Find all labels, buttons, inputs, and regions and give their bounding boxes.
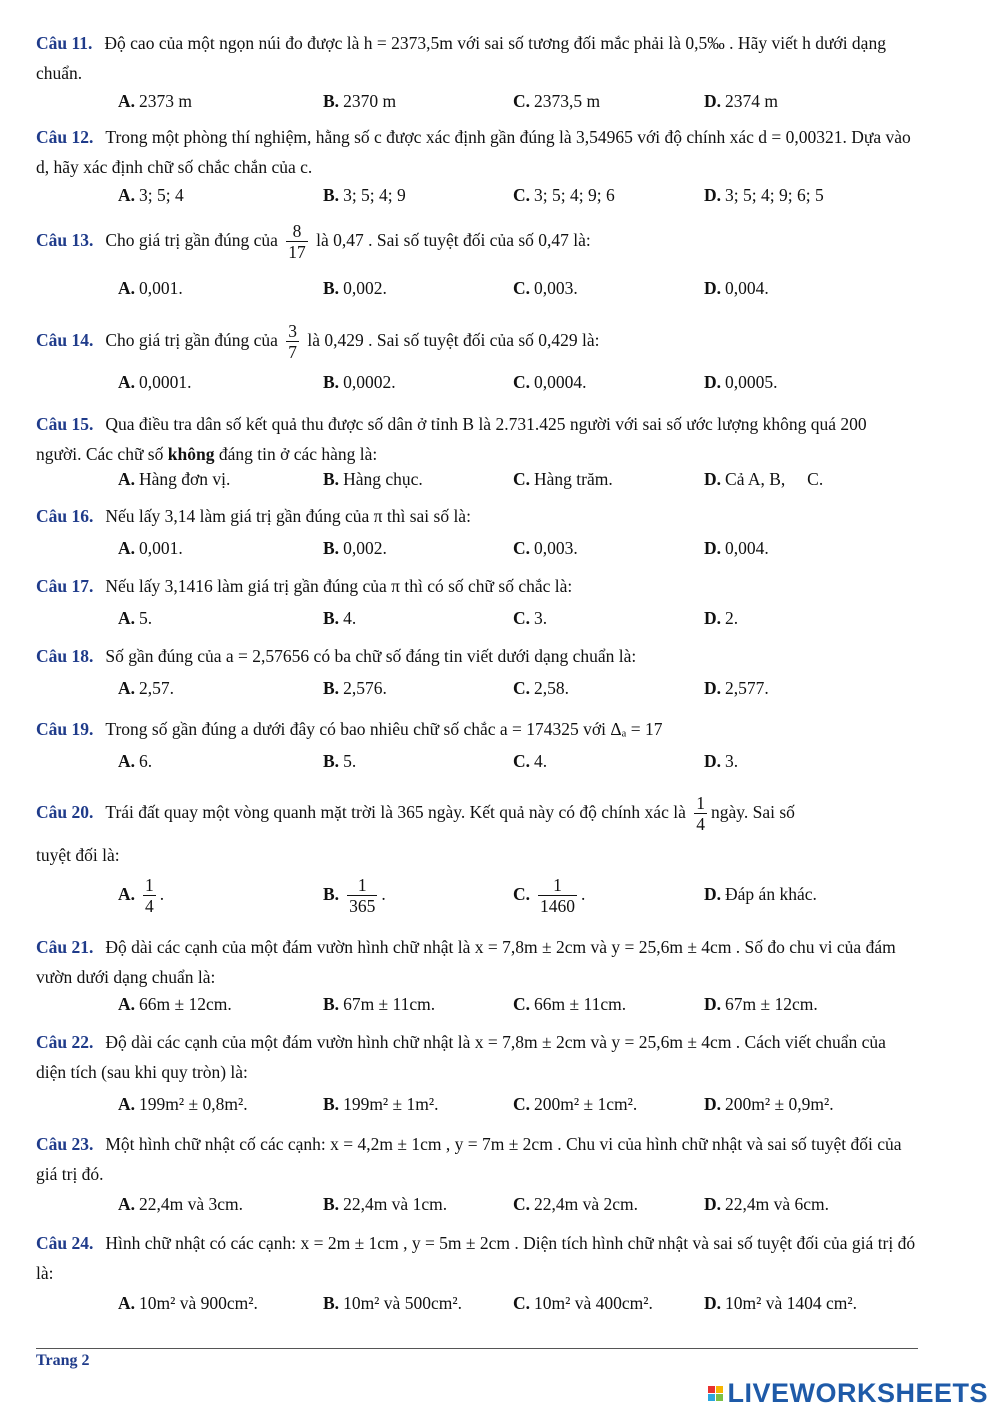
option-a[interactable]: A. 2373 m — [118, 91, 193, 111]
question-text-cont: tuyệt đối là: — [36, 845, 120, 865]
option-a[interactable]: A. Hàng đơn vị. — [118, 469, 231, 489]
question-22 — [36, 1027, 916, 1087]
option-b[interactable]: B. 4. — [323, 608, 357, 628]
option-c[interactable]: C. 10m² và 400cm². — [513, 1293, 653, 1313]
question-text: Một hình chữ nhật cố các cạnh: x = 4,2m ± 1cm , y = 7m ± 2cm . Chu vi của hình chữ nhật và sai số tuyệt đối của giá trị đó. — [36, 1134, 902, 1184]
page-number: Trang 2 — [36, 1352, 90, 1369]
fraction: $\frac{8}{17}$ — [288, 221, 306, 263]
question-text: Nếu lấy 3,1416 làm giá trị gần đúng của π thì có số chữ số chắc là: — [105, 576, 573, 596]
question-24 — [36, 1228, 916, 1288]
option-b[interactable]: B. 3; 5; 4; 9 — [323, 185, 406, 205]
options-16 — [118, 533, 918, 563]
option-b[interactable]: B. 199m² ± 1m². — [323, 1094, 439, 1114]
question-number: Câu 13. — [36, 230, 94, 250]
option-b[interactable]: B. 2370 m — [323, 91, 397, 111]
option-a[interactable]: A. 3; 5; 4 — [118, 185, 184, 205]
option-d[interactable]: D. 200m² ± 0,9m². — [704, 1094, 834, 1114]
options-14 — [118, 367, 918, 397]
option-b[interactable]: B. 22,4m và 1cm. — [323, 1194, 448, 1214]
logo-grid-icon — [708, 1386, 723, 1401]
question-20-line2 — [36, 840, 916, 870]
option-b[interactable]: B. Hàng chục. — [323, 469, 423, 489]
fraction: $\frac{3}{7}$ — [288, 321, 298, 363]
question-text-cont: là 0,429 . Sai số tuyệt đối của số 0,429 là: — [307, 330, 600, 350]
question-text: Cho giá trị gần đúng của — [105, 330, 278, 350]
question-21 — [36, 932, 916, 992]
option-d[interactable]: D. Cả A, B, C. — [704, 469, 824, 489]
question-text: Hình chữ nhật có các cạnh: x = 2m ± 1cm , y = 5m ± 2cm . Diện tích hình chữ nhật và sai số tuyệt đối của giá trị đó là: — [36, 1233, 916, 1283]
question-text-cont: ngày. Sai số — [710, 802, 795, 822]
option-d[interactable]: D. 2. — [704, 608, 739, 628]
question-11 — [36, 28, 916, 88]
footer-divider — [36, 1348, 918, 1349]
option-a[interactable]: A. 0,001. — [118, 538, 183, 558]
option-d[interactable]: D. 2374 m — [704, 91, 779, 111]
option-c[interactable]: C. 3; 5; 4; 9; 6 — [513, 185, 615, 205]
option-c[interactable]: C. 0,003. — [513, 278, 578, 298]
question-text: Cho giá trị gần đúng của — [105, 230, 278, 250]
question-text: Độ cao của một ngọn núi đo được là h = 2373,5m với sai số tương đối mắc phải là 0,5‰ . Hãy viết h dưới dạng chuẩn. — [36, 33, 886, 83]
option-b[interactable]: B. 5. — [323, 751, 357, 771]
options-19 — [118, 746, 918, 776]
option-c[interactable]: C. $\frac{1}{1460}$ . — [513, 875, 586, 917]
option-c[interactable]: C. 4. — [513, 751, 548, 771]
question-text: Độ dài các cạnh của một đám vườn hình chữ nhật là x = 7,8m ± 2cm và y = 25,6m ± 4cm . Số đo chu vi của đám vườn dưới dạng chuẩn là: — [36, 937, 896, 987]
option-a[interactable]: A. $\frac{1}{4}$ . — [118, 875, 165, 917]
options-13 — [118, 273, 918, 303]
question-17 — [36, 571, 916, 601]
question-number: Câu 14. — [36, 330, 94, 350]
question-13 — [36, 220, 916, 262]
question-14 — [36, 320, 916, 362]
option-c[interactable]: C. 22,4m và 2cm. — [513, 1194, 639, 1214]
fraction: $\frac{1}{4}$ — [696, 793, 705, 835]
question-number: Câu 23. — [36, 1134, 94, 1154]
options-21 — [118, 989, 918, 1019]
option-a[interactable]: A. 0,0001. — [118, 372, 192, 392]
question-12 — [36, 122, 916, 182]
options-20 — [118, 872, 918, 916]
question-number: Câu 11. — [36, 33, 93, 53]
question-text-cont: là 0,47 . Sai số tuyệt đối của số 0,47 là: — [316, 230, 591, 250]
option-a[interactable]: A. 199m² ± 0,8m². — [118, 1094, 248, 1114]
logo-text: LIVEWORKSHEETS — [727, 1378, 988, 1408]
option-b[interactable]: B. 2,576. — [323, 678, 387, 698]
question-text: Số gần đúng của a = 2,57656 có ba chữ số đáng tin viết dưới dạng chuẩn là: — [105, 646, 637, 666]
option-d[interactable]: D. 67m ± 12cm. — [704, 994, 818, 1014]
option-b[interactable]: B. $\frac{1}{365}$ . — [323, 875, 386, 917]
question-text: Trái đất quay một vòng quanh mặt trời là 365 ngày. Kết quả này có độ chính xác là — [105, 802, 686, 822]
question-number: Câu 20. — [36, 802, 94, 822]
option-d[interactable]: D. 0,0005. — [704, 372, 778, 392]
options-12 — [118, 180, 918, 210]
question-number: Câu 12. — [36, 127, 94, 147]
option-c[interactable]: C. 2373,5 m — [513, 91, 601, 111]
question-16 — [36, 501, 916, 531]
option-d[interactable]: D. 3. — [704, 751, 739, 771]
options-24 — [118, 1288, 918, 1318]
option-a[interactable]: A. 66m ± 12cm. — [118, 994, 232, 1014]
option-a[interactable]: A. 6. — [118, 751, 153, 771]
question-text: Trong số gần đúng a dưới đây có bao nhiêu chữ số chắc a = 174325 với Δₐ = 17 — [105, 719, 663, 739]
option-a[interactable]: A. 0,001. — [118, 278, 183, 298]
option-c[interactable]: C. 200m² ± 1cm². — [513, 1094, 638, 1114]
question-number: Câu 17. — [36, 576, 94, 596]
question-number: Câu 21. — [36, 937, 94, 957]
question-number: Câu 16. — [36, 506, 94, 526]
option-c[interactable]: C. 66m ± 11cm. — [513, 994, 627, 1014]
question-number: Câu 15. — [36, 414, 94, 434]
option-b[interactable]: B. 0,002. — [323, 538, 387, 558]
option-b[interactable]: B. 67m ± 11cm. — [323, 994, 436, 1014]
option-b[interactable]: B. 0,0002. — [323, 372, 396, 392]
options-18 — [118, 673, 918, 703]
question-15 — [36, 409, 916, 469]
question-20 — [36, 790, 916, 834]
option-a[interactable]: A. 22,4m và 3cm. — [118, 1194, 244, 1214]
options-17 — [118, 603, 918, 633]
options-22 — [118, 1089, 918, 1119]
question-19 — [36, 714, 916, 744]
question-text: Độ dài các cạnh của một đám vườn hình chữ nhật là x = 7,8m ± 2cm và y = 25,6m ± 4cm . Cách viết chuẩn của diện tích (sau khi quy tròn) là: — [36, 1032, 886, 1082]
bold-word: không — [167, 444, 215, 464]
question-18 — [36, 641, 916, 671]
option-b[interactable]: B. 0,002. — [323, 278, 387, 298]
option-c[interactable]: C. 3. — [513, 608, 548, 628]
option-d[interactable]: D. Đáp án khác. — [704, 884, 817, 904]
option-d[interactable]: D. 0,004. — [704, 278, 769, 298]
options-23 — [118, 1189, 918, 1219]
option-c[interactable]: C. 2,58. — [513, 678, 570, 698]
question-number: Câu 19. — [36, 719, 94, 739]
options-11 — [118, 86, 918, 116]
option-d[interactable]: D. 3; 5; 4; 9; 6; 5 — [704, 185, 824, 205]
options-15 — [118, 464, 918, 494]
question-text: Qua điều tra dân số kết quả thu được số dân ở tỉnh B là 2.731.425 người với sai số ước lượng không quá 200 người. Các chữ số — [36, 414, 867, 464]
question-23 — [36, 1129, 916, 1189]
option-c[interactable]: C. Hàng trăm. — [513, 469, 613, 489]
question-number: Câu 24. — [36, 1233, 94, 1253]
option-a[interactable]: A. 10m² và 900cm². — [118, 1293, 258, 1313]
question-number: Câu 18. — [36, 646, 94, 666]
question-number: Câu 22. — [36, 1032, 94, 1052]
option-a[interactable]: A. 2,57. — [118, 678, 175, 698]
question-text: Nếu lấy 3,14 làm giá trị gần đúng của π thì sai số là: — [105, 506, 471, 526]
option-d[interactable]: D. 22,4m và 6cm. — [704, 1194, 830, 1214]
option-d[interactable]: D. 10m² và 1404 cm². — [704, 1293, 858, 1313]
question-text: Trong một phòng thí nghiệm, hằng số c được xác định gần đúng là 3,54965 với độ chính xác d = 0,00321. Dựa vào d, hãy xác định chữ số chắc chắn của c. — [36, 127, 911, 177]
question-text-cont: đáng tin ở các hàng là: — [218, 444, 378, 464]
option-c[interactable]: C. 0,0004. — [513, 372, 587, 392]
option-a[interactable]: A. 5. — [118, 608, 153, 628]
option-c[interactable]: C. 0,003. — [513, 538, 578, 558]
option-d[interactable]: D. 0,004. — [704, 538, 769, 558]
option-b[interactable]: B. 10m² và 500cm². — [323, 1293, 462, 1313]
liveworksheets-logo — [708, 1378, 988, 1409]
option-d[interactable]: D. 2,577. — [704, 678, 769, 698]
